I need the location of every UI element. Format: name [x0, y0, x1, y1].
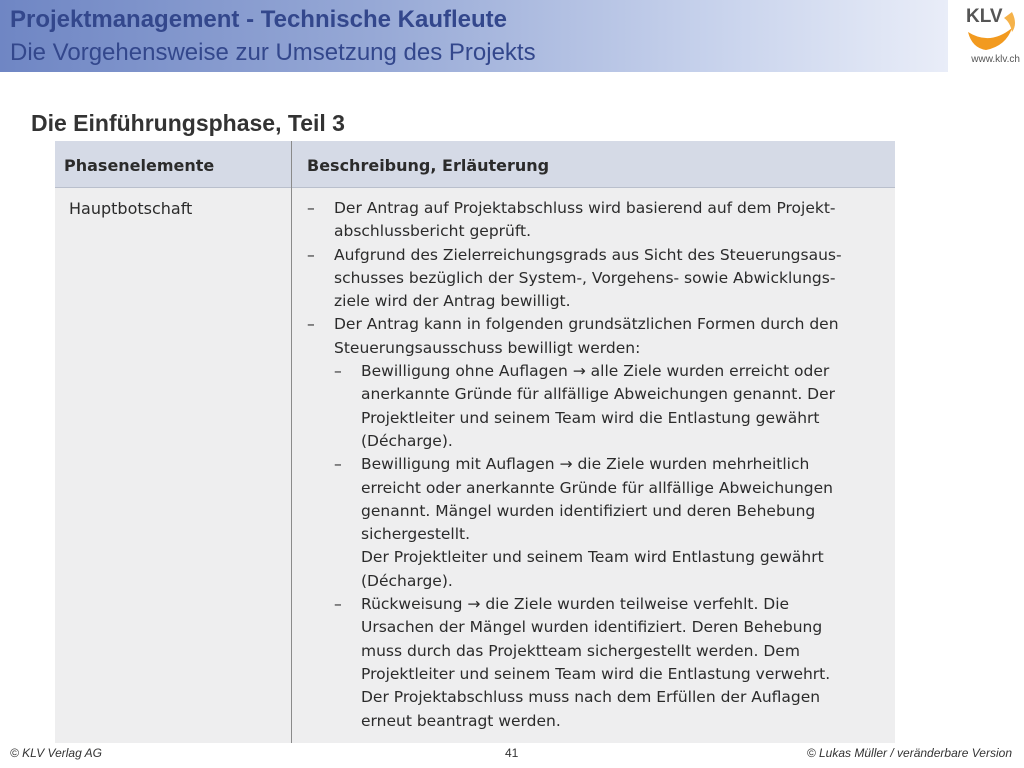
text-line: sichergestellt. [361, 525, 471, 544]
text-line: Steuerungsausschuss bewilligt werden: [334, 338, 641, 357]
slide-subtitle: Die Vorgehensweise zur Umsetzung des Projekts [10, 39, 536, 66]
text-line: erreicht oder anerkannte Gründe für allfällige Abweichungen [361, 478, 833, 497]
text-line: Bewilligung ohne Auflagen → alle Ziele wurden erreicht oder [361, 362, 830, 381]
text-line: genannt. Mängel wurden identifiziert und deren Behebung [361, 501, 816, 520]
text-line: schusses bezüglich der System-, Vorgehens- sowie Abwicklungs- [334, 268, 836, 287]
text-line: Aufgrund des Zielerreichungsgrads aus Sicht des Steuerungsaus- [334, 245, 842, 264]
bullet-dash: – [334, 595, 342, 614]
text-line: ziele wird der Antrag bewilligt. [334, 292, 571, 311]
section-title: Die Einführungsphase, Teil 3 [31, 110, 345, 136]
row-label-hauptbotschaft: Hauptbotschaft [69, 199, 193, 218]
text-line: erneut beantragt werden. [361, 711, 561, 730]
text-line: Ursachen der Mängel wurden identifiziert. Deren Behebung [361, 618, 823, 637]
text-line: (Décharge). [361, 431, 453, 450]
logo-text: KLV [966, 6, 1003, 27]
column-header-phasenelemente: Phasenelemente [64, 156, 215, 175]
text-line: anerkannte Gründe für allfällige Abweichungen genannt. Der [361, 385, 836, 404]
footer-copyright: © KLV Verlag AG [10, 746, 102, 760]
text-line: Rückweisung → die Ziele wurden teilweise verfehlt. Die [361, 595, 790, 614]
column-divider [291, 141, 292, 743]
text-line: Bewilligung mit Auflagen → die Ziele wurden mehrheitlich [361, 455, 810, 474]
bullet-item [307, 313, 887, 360]
bullet-dash: – [334, 455, 342, 474]
klv-logo-icon [960, 2, 1018, 52]
text-line: Der Projektleiter und seinem Team wird Entlastung gewährt [361, 548, 824, 567]
sub-bullet-item [307, 453, 887, 593]
bullet-dash: – [307, 315, 315, 334]
text-line: Projektleiter und seinem Team wird die Entlastung gewährt [361, 408, 820, 427]
text-line: Projektleiter und seinem Team wird die Entlastung verwehrt. [361, 664, 831, 683]
logo-url: www.klv.ch [971, 54, 1020, 65]
text-line: muss durch das Projektteam sichergestellt werden. Dem [361, 641, 800, 660]
text-line: abschlussbericht geprüft. [334, 222, 532, 241]
table-header [55, 141, 895, 188]
bullet-item [307, 244, 887, 314]
sub-bullet-item [307, 360, 887, 453]
slide-header [0, 0, 948, 72]
row-description [307, 197, 887, 733]
text-line: Der Antrag auf Projektabschluss wird basierend auf dem Projekt- [334, 199, 836, 217]
klv-logo [952, 0, 1024, 72]
bullet-item [307, 197, 887, 244]
text-line: (Décharge). [361, 571, 453, 590]
phase-table [55, 141, 895, 743]
bullet-dash: – [307, 245, 315, 264]
column-header-beschreibung: Beschreibung, Erläuterung [307, 156, 550, 175]
page-number: 41 [505, 746, 519, 760]
bullet-dash: – [334, 362, 342, 381]
text-line: Der Antrag kann in folgenden grundsätzlichen Formen durch den [334, 315, 839, 334]
footer-author: © Lukas Müller / veränderbare Version [806, 746, 1012, 760]
bullet-dash: – [307, 199, 315, 217]
text-line: Der Projektabschluss muss nach dem Erfüllen der Auflagen [361, 688, 821, 707]
slide-title: Projektmanagement - Technische Kaufleute [10, 6, 508, 33]
sub-bullet-item [307, 593, 887, 733]
